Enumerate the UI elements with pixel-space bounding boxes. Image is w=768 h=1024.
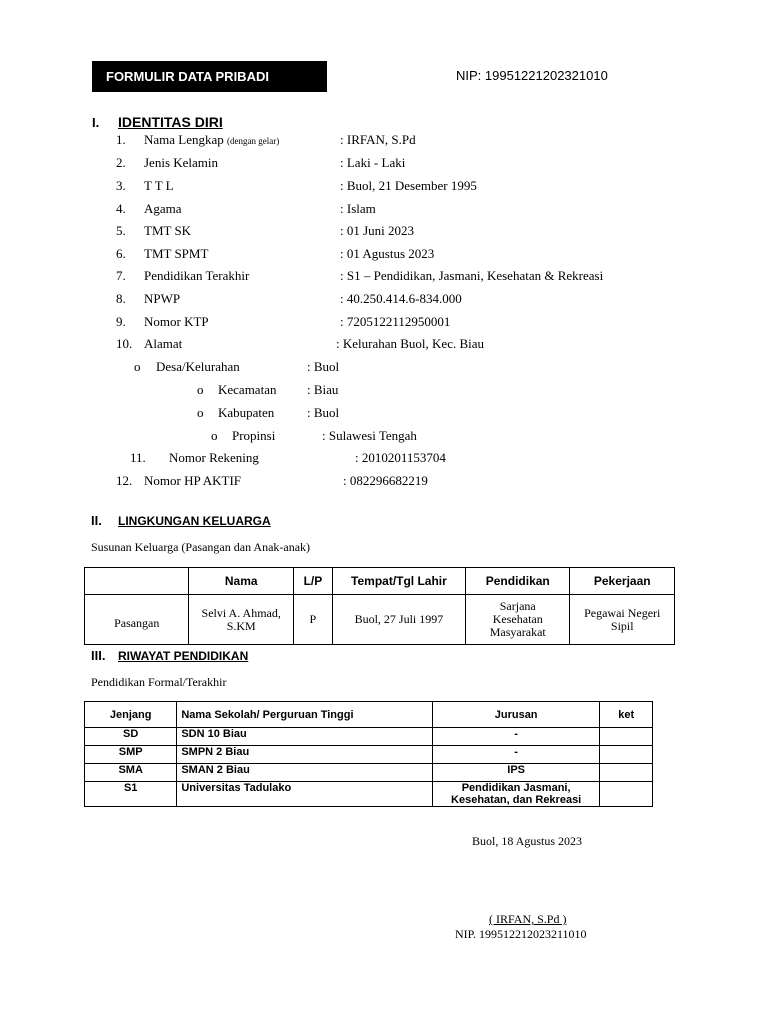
cell-line: Kesehatan, dan Rekreasi <box>451 794 582 806</box>
place-date: Buol, 18 Agustus 2023 <box>472 834 583 848</box>
address-label: Desa/Kelurahan <box>156 359 240 374</box>
relation-cell: Pasangan <box>85 595 189 645</box>
address-label: Propinsi <box>232 428 276 443</box>
ket-cell <box>600 764 653 782</box>
cell-line: Sipil <box>610 618 634 633</box>
major-cell: - <box>432 746 600 764</box>
major-cell <box>432 782 600 807</box>
list-item-label: Alamat <box>144 336 183 351</box>
list-item-value: : 01 Agustus 2023 <box>340 246 435 261</box>
table-header: L/P <box>293 568 332 595</box>
major-cell: - <box>432 728 600 746</box>
list-item-label: Nomor KTP <box>144 314 209 329</box>
cell-line: Selvi A. Ahmad, <box>201 605 281 620</box>
header-nip: NIP: 19951221202321010 <box>456 68 608 83</box>
list-item-label: Jenis Kelamin <box>144 155 219 170</box>
bullet: o <box>197 382 204 397</box>
table-row <box>85 782 653 807</box>
cell-line: S.KM <box>226 618 256 633</box>
list-item-number: 5. <box>116 223 126 238</box>
ket-cell <box>600 746 653 764</box>
label-note: (dengan gelar) <box>227 136 280 146</box>
table-row <box>85 728 653 746</box>
list-item-value: : S1 – Pendidikan, Jasmani, Kesehatan & Rekreasi <box>340 268 604 283</box>
section1-number: I. <box>92 115 100 130</box>
bullet: o <box>197 405 204 420</box>
name-cell <box>189 595 293 645</box>
list-item-value: : Kelurahan Buol, Kec. Biau <box>336 336 485 351</box>
list-item-number: 10. <box>116 336 133 351</box>
level-cell: SD <box>85 728 177 746</box>
education-cell <box>466 595 570 645</box>
list-item-value: : IRFAN, S.Pd <box>340 132 416 147</box>
cell-line: Pegawai Negeri <box>584 605 661 620</box>
level-cell: SMA <box>85 764 177 782</box>
school-cell: SMPN 2 Biau <box>177 746 433 764</box>
list-item-value: : 2010201153704 <box>355 450 446 465</box>
list-item-value: : 01 Juni 2023 <box>340 223 415 238</box>
table-header-row <box>85 702 653 728</box>
table-header-row <box>85 568 675 595</box>
section3-subtitle: Pendidikan Formal/Terakhir <box>91 675 227 689</box>
table-header: Nama Sekolah/ Perguruan Tinggi <box>177 702 433 728</box>
list-item-number: 9. <box>116 314 126 329</box>
address-label: Kecamatan <box>218 382 277 397</box>
school-cell: Universitas Tadulako <box>177 782 433 807</box>
cell-line: Kesehatan <box>492 612 543 626</box>
list-item-number: 11. <box>130 450 146 465</box>
job-cell <box>570 595 675 645</box>
list-item-number: 8. <box>116 291 126 306</box>
list-item-label: Nomor HP AKTIF <box>144 473 242 488</box>
list-item-value: : 40.250.414.6-834.000 <box>340 291 462 306</box>
table-header <box>85 568 189 595</box>
school-cell: SDN 10 Biau <box>177 728 433 746</box>
list-item-label: Pendidikan Terakhir <box>144 268 250 283</box>
list-item-number: 7. <box>116 268 126 283</box>
table-header: Jurusan <box>432 702 600 728</box>
list-item-number: 1. <box>116 132 126 147</box>
list-item-number: 6. <box>116 246 126 261</box>
list-item-label: NPWP <box>144 291 181 306</box>
ket-cell <box>600 782 653 807</box>
list-item-value: : 7205122112950001 <box>340 314 451 329</box>
level-cell: S1 <box>85 782 177 807</box>
table-row <box>85 595 675 645</box>
table-header: Nama <box>189 568 293 595</box>
list-item-label: T T L <box>144 178 174 193</box>
list-item-number: 4. <box>116 201 126 216</box>
section2-number: II. <box>91 513 102 528</box>
address-value: : Buol <box>307 405 340 420</box>
education-table <box>84 701 653 807</box>
list-item-label: TMT SK <box>144 223 192 238</box>
address-value: : Sulawesi Tengah <box>322 428 417 443</box>
address-value: : Biau <box>307 382 339 397</box>
address-label: Kabupaten <box>218 405 275 420</box>
birth-cell: Buol, 27 Juli 1997 <box>332 595 465 645</box>
section1-title: IDENTITAS DIRI <box>118 114 223 130</box>
sex-cell: P <box>293 595 332 645</box>
list-item-value: : Buol, 21 Desember 1995 <box>340 178 477 193</box>
form-title: FORMULIR DATA PRIBADI <box>92 61 327 92</box>
section3-title: RIWAYAT PENDIDIKAN <box>118 649 249 663</box>
table-header: ket <box>600 702 653 728</box>
list-item-label: TMT SPMT <box>144 246 209 261</box>
list-item-value: : 082296682219 <box>343 473 428 488</box>
address-value: : Buol <box>307 359 340 374</box>
signature-name: ( IRFAN, S.Pd ) <box>489 912 567 926</box>
family-table <box>84 567 675 645</box>
list-item-label: Nomor Rekening <box>169 450 259 465</box>
bullet: o <box>134 359 141 374</box>
section2-subtitle: Susunan Keluarga (Pasangan dan Anak-anak) <box>91 540 311 554</box>
list-item-label <box>144 132 279 148</box>
table-header: Tempat/Tgl Lahir <box>332 568 465 595</box>
cell-line: Masyarakat <box>489 625 546 639</box>
table-row <box>85 764 653 782</box>
signature-nip: NIP. 199512212023211010 <box>455 927 587 941</box>
table-header: Jenjang <box>85 702 177 728</box>
school-cell: SMAN 2 Biau <box>177 764 433 782</box>
major-cell: IPS <box>432 764 600 782</box>
section3-number: III. <box>91 648 106 663</box>
cell-line: Sarjana <box>499 599 536 613</box>
level-cell: SMP <box>85 746 177 764</box>
section2-title: LINGKUNGAN KELUARGA <box>118 514 271 528</box>
list-item-label: Agama <box>144 201 182 216</box>
list-item-number: 2. <box>116 155 126 170</box>
bullet: o <box>211 428 218 443</box>
list-item-number: 3. <box>116 178 126 193</box>
table-row <box>85 746 653 764</box>
label-text: Nama Lengkap <box>144 132 224 147</box>
list-item-number: 12. <box>116 473 133 488</box>
list-item-value: : Laki - Laki <box>340 155 406 170</box>
table-header: Pekerjaan <box>570 568 675 595</box>
cell-line: Pendidikan Jasmani, <box>461 782 571 794</box>
table-header: Pendidikan <box>466 568 570 595</box>
list-item-value: : Islam <box>340 201 376 216</box>
ket-cell <box>600 728 653 746</box>
